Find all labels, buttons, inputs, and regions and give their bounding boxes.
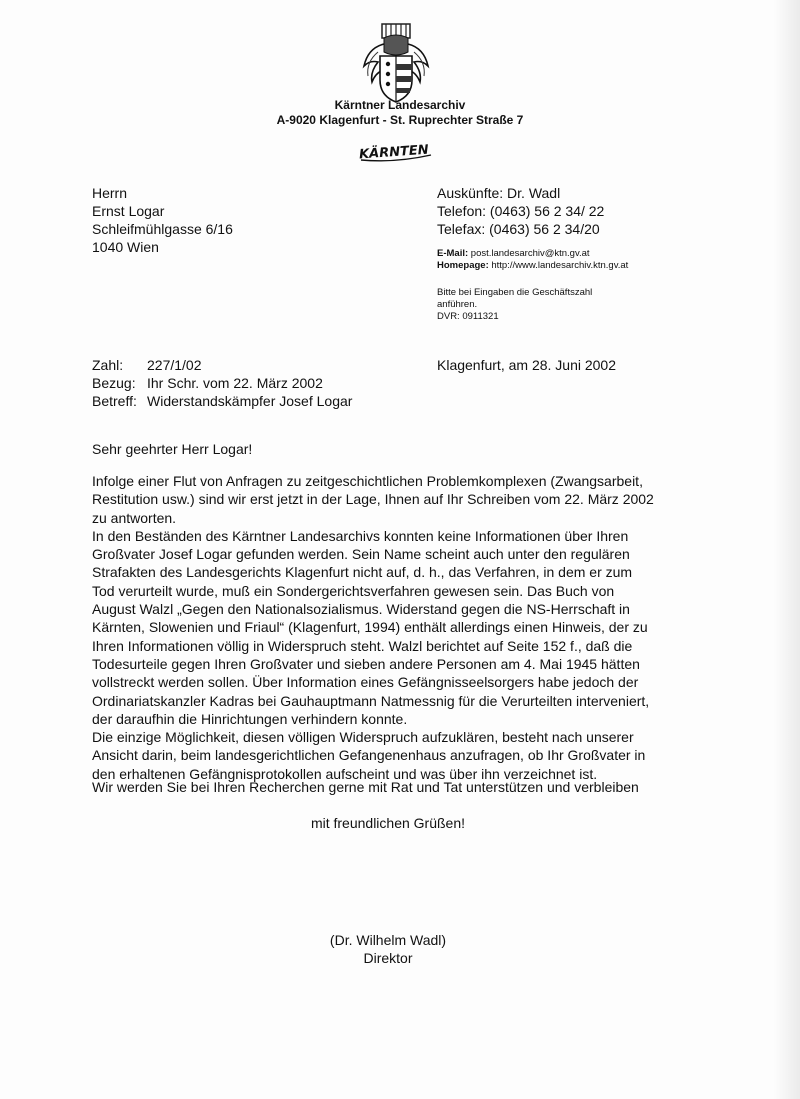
note-line: Bitte bei Eingaben die Geschäftszahl <box>437 287 593 298</box>
body-line: Die einzige Möglichkeit, diesen völligen Widerspruch aufzuklären, besteht nach unserer <box>92 729 634 746</box>
body-line: Restitution usw.) sind wir erst jetzt in der Lage, Ihnen auf Ihr Schreiben vom 22. März 2002 <box>92 491 654 508</box>
homepage-label: Homepage: <box>437 260 489 271</box>
body-line: Ansicht darin, beim landesgerichtlichen Gefangenenhaus anzufragen, ob Ihr Großvater in <box>92 747 646 764</box>
institution-name: Kärntner Landesarchiv <box>334 98 466 112</box>
contact-block <box>437 184 604 238</box>
fax-number: Telefax: (0463) 56 2 34/20 <box>437 221 600 237</box>
handwritten-stamp <box>355 140 435 164</box>
regards: mit freundlichen Grüßen! <box>310 815 466 831</box>
contact-person: Auskünfte: Dr. Wadl <box>437 185 561 201</box>
zahl-value: 227/1/02 <box>147 357 202 373</box>
body-line: Großvater Josef Logar gefunden werden. Sein Name scheint auch unter den regulären <box>92 546 630 563</box>
salutation: Sehr geehrter Herr Logar! <box>92 441 253 457</box>
svg-text:KÄRNTEN: KÄRNTEN <box>358 142 430 163</box>
recipient-line: Herrn <box>92 185 128 201</box>
coat-of-arms-icon <box>358 22 434 104</box>
bezug-label: Bezug: <box>92 375 136 391</box>
reference-block <box>92 356 352 410</box>
bezug-value: Ihr Schr. vom 22. März 2002 <box>147 375 323 391</box>
institution-address: A-9020 Klagenfurt - St. Ruprechter Straße 7 <box>276 113 524 127</box>
email-value: post.landesarchiv@ktn.gv.at <box>470 248 590 259</box>
recipient-address <box>92 184 233 256</box>
signer-name: (Dr. Wilhelm Wadl) <box>329 932 447 948</box>
body-line: vollstreckt werden sollen. Über Information eines Gefängnisseelsorgers habe jedoch der <box>92 674 639 691</box>
betreff-label: Betreff: <box>92 393 137 409</box>
body-line: Todesurteile gegen Ihren Großvater und sieben andere Personen am 4. Mai 1945 hätten <box>92 655 640 672</box>
betreff-row <box>92 392 352 410</box>
body-line: Strafakten des Landesgerichts Klagenfurt nicht auf, d. h., das Verfahren, in dem er zum <box>92 564 633 581</box>
reference-note <box>437 287 592 323</box>
phone-number: Telefon: (0463) 56 2 34/ 22 <box>437 203 605 219</box>
zahl-row <box>92 356 352 374</box>
body-line: Ihren Informationen völlig in Widerspruch steht. Walzl berichtet auf Seite 152 f., daß die <box>92 637 633 654</box>
recipient-line: 1040 Wien <box>92 239 159 255</box>
online-contact <box>437 248 628 272</box>
body-line: August Walzl „Gegen den Nationalsozialismus. Widerstand gegen die NS-Herrschaft in <box>92 601 630 618</box>
recipient-line: Schleifmühlgasse 6/16 <box>92 221 233 237</box>
email-label: E-Mail: <box>437 248 469 259</box>
body-line: In den Beständen des Kärntner Landesarchivs konnten keine Informationen über Ihren <box>92 527 629 544</box>
body-line: der daraufhin die Hinrichtungen verhindern konnte. <box>92 710 408 727</box>
note-line: anführen. <box>437 299 478 310</box>
body-line: zu antworten. <box>92 509 177 526</box>
body-line: Infolge einer Flut von Anfragen zu zeitgeschichtlichen Problemkomplexen (Zwangsarbeit, <box>92 473 643 489</box>
body-line: den erhaltenen Gefängnisprotokollen aufscheint und was über ihn verzeichnet ist. <box>92 765 598 782</box>
signer-title: Direktor <box>363 950 413 966</box>
body-line: Kärnten, Slowenien und Friaul“ (Klagenfurt, 1994) enthält allerdings einen Hinweis, der zu <box>92 619 648 636</box>
signature-block <box>290 931 486 967</box>
zahl-label: Zahl: <box>92 357 124 373</box>
letter-date: Klagenfurt, am 28. Juni 2002 <box>437 357 617 373</box>
homepage-line <box>437 260 628 272</box>
recipient-line: Ernst Logar <box>92 203 165 219</box>
closing-sentence: Wir werden Sie bei Ihren Recherchen gerne mit Rat und Tat unterstützen und verbleiben <box>92 779 639 795</box>
note-line: DVR: 0911321 <box>437 311 499 322</box>
letter-body <box>92 472 712 783</box>
bezug-row <box>92 374 352 392</box>
body-line: Ordinariatskanzler Kadras bei Gauhauptmann Natmessnig für die Verurteilten interveniert, <box>92 692 650 709</box>
betreff-value: Widerstandskämpfer Josef Logar <box>147 393 353 409</box>
body-line: Tod verurteilt wurde, muß ein Sondergerichtsverfahren gewesen sein. Das Buch von <box>92 582 615 599</box>
homepage-value: http://www.landesarchiv.ktn.gv.at <box>491 260 629 271</box>
email-line <box>437 248 628 260</box>
